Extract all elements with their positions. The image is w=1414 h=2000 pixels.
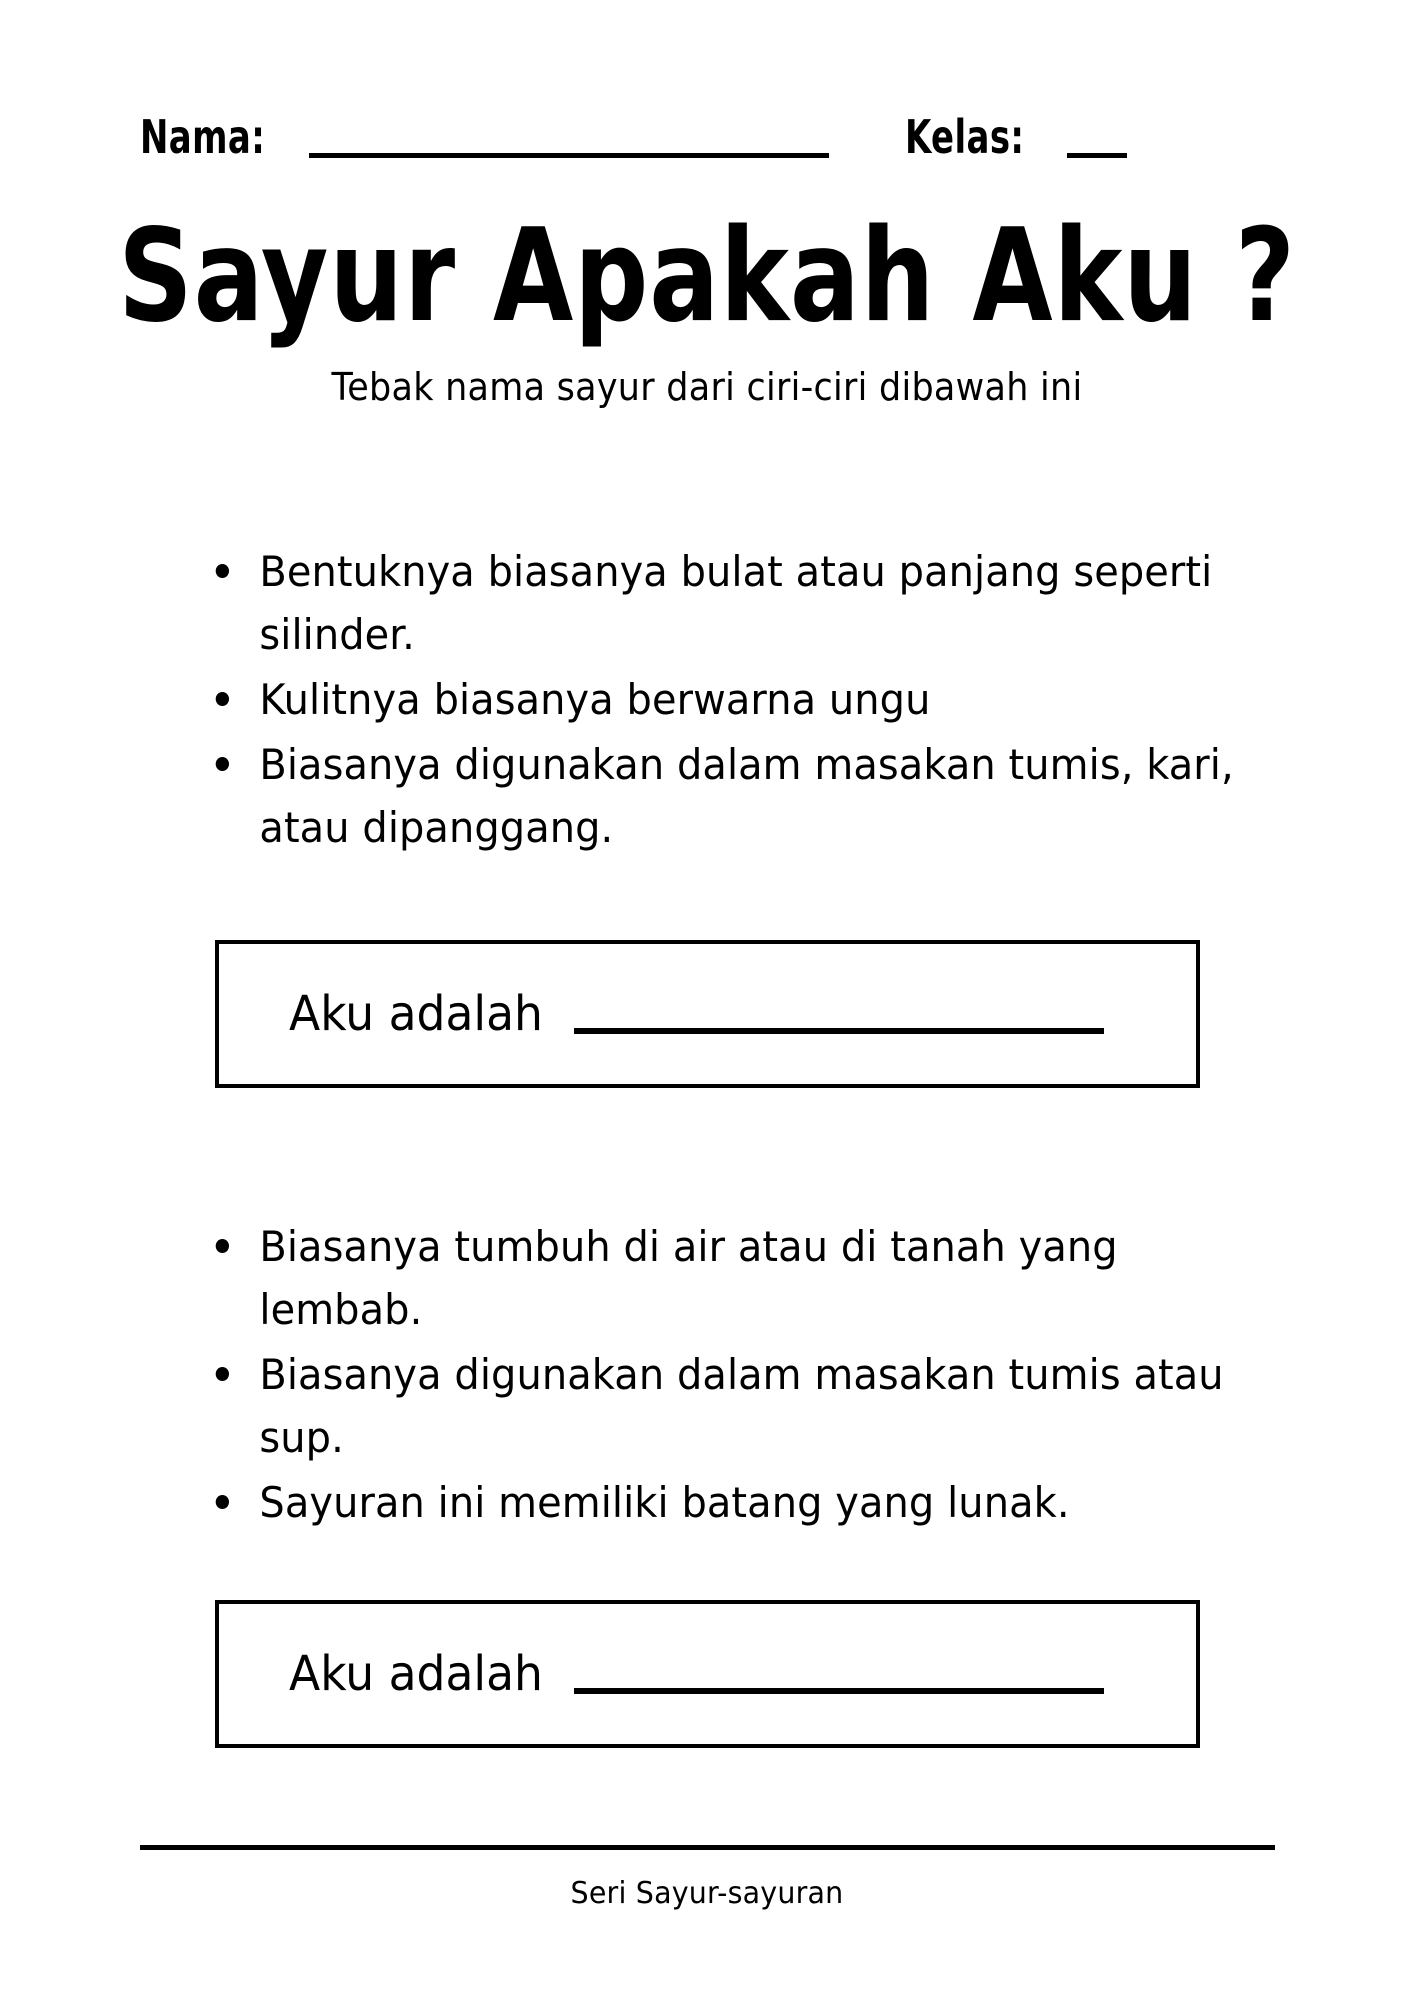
- name-field-label: Nama:: [140, 110, 266, 164]
- page-footer: [0, 1845, 1414, 1912]
- clue-text: Kulitnya biasanya berwarna ungu: [259, 675, 931, 724]
- page-title: Sayur Apakah Aku ?: [118, 202, 1296, 351]
- student-info-row: [0, 72, 1414, 162]
- title-block: [0, 202, 1414, 410]
- clue-list-2: [0, 1215, 1414, 1534]
- clue-text: Biasanya digunakan dalam masakan tumis atau sup.: [259, 1350, 1224, 1462]
- class-write-line[interactable]: [1067, 153, 1127, 158]
- clue-item: [210, 733, 1240, 859]
- bullet-icon: [216, 692, 229, 706]
- bullet-icon: [216, 1239, 229, 1253]
- clue-item: [210, 540, 1240, 666]
- answer-box-2[interactable]: [215, 1600, 1200, 1748]
- name-field-group: [140, 112, 829, 162]
- answer-write-line[interactable]: [574, 1688, 1104, 1694]
- bullet-icon: [216, 564, 229, 578]
- answer-label: Aku adalah: [289, 1646, 543, 1702]
- answer-box-1[interactable]: [215, 940, 1200, 1088]
- clue-item: [210, 1471, 1240, 1534]
- class-field-label: Kelas:: [905, 110, 1025, 164]
- clue-list-1: [0, 540, 1414, 859]
- footer-text: Seri Sayur-sayuran: [570, 1876, 844, 1911]
- answer-inner-2: [219, 1647, 1196, 1701]
- answer-label: Aku adalah: [289, 986, 543, 1042]
- riddle-section-1: [0, 540, 1414, 861]
- answer-inner-1: [219, 987, 1196, 1041]
- name-write-line[interactable]: [309, 153, 829, 158]
- footer-divider: [140, 1845, 1275, 1850]
- bullet-icon: [216, 757, 229, 771]
- clue-text: Biasanya digunakan dalam masakan tumis, kari, atau dipanggang.: [259, 740, 1234, 852]
- clue-text: Bentuknya biasanya bulat atau panjang seperti silinder.: [259, 547, 1213, 659]
- bullet-icon: [216, 1367, 229, 1381]
- clue-item: [210, 1343, 1240, 1469]
- clue-text: Biasanya tumbuh di air atau di tanah yang lembab.: [259, 1222, 1118, 1334]
- bullet-icon: [216, 1495, 229, 1509]
- class-field-group: [905, 112, 1127, 162]
- answer-write-line[interactable]: [574, 1028, 1104, 1034]
- clue-item: [210, 668, 1240, 731]
- page-subtitle: Tebak nama sayur dari ciri-ciri dibawah ini: [331, 365, 1083, 409]
- clue-item: [210, 1215, 1240, 1341]
- clue-text: Sayuran ini memiliki batang yang lunak.: [259, 1478, 1070, 1527]
- riddle-section-2: [0, 1215, 1414, 1536]
